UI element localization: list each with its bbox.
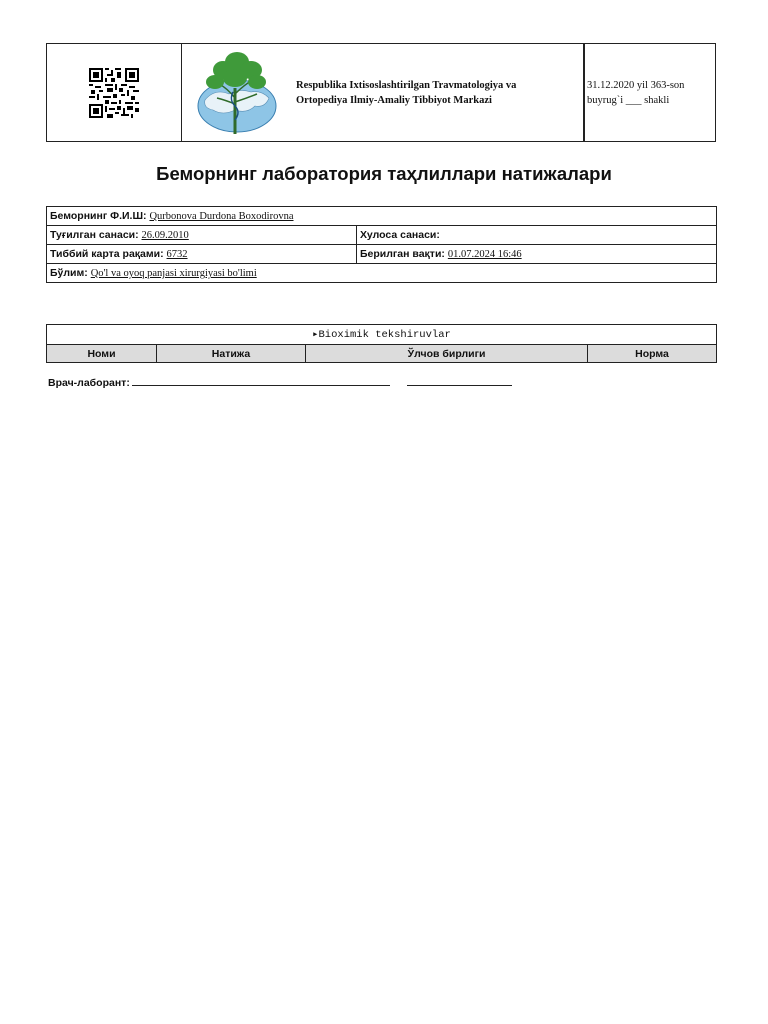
column-header-unit: Ўлчов бирлиги xyxy=(306,345,588,363)
lab-doctor-signature xyxy=(48,376,512,389)
organization-name xyxy=(292,44,584,141)
medical-card-value: 6732 xyxy=(166,249,188,260)
column-header-result: Натижа xyxy=(157,345,306,363)
birth-date-cell xyxy=(47,226,357,245)
document-title: Беморнинг лаборатория таҳлиллари натижалари xyxy=(156,163,612,184)
signature-sign-line xyxy=(407,376,512,386)
section-title[interactable]: ▸Bioximik tekshiruvlar xyxy=(47,325,717,345)
lab-results-table xyxy=(46,324,717,363)
organization-line-2: Ortopediya Ilmiy-Amaliy Tibbiyot Markazi xyxy=(296,94,492,106)
column-header-name: Номи xyxy=(47,345,157,363)
issued-time-cell xyxy=(357,245,717,264)
medical-card-label: Тиббий карта рақами: xyxy=(50,248,164,260)
signature-label: Врач-лаборант: xyxy=(48,377,130,389)
patient-name-value: Qurbonova Durdona Boxodirovna xyxy=(149,211,294,222)
department-cell xyxy=(47,264,717,283)
issued-time-value: 01.07.2024 16:46 xyxy=(447,249,522,260)
organization-line-1: Respublika Ixtisoslashtirilgan Travmatologiya va xyxy=(296,79,517,91)
patient-info-table xyxy=(46,206,717,283)
order-line-2: buyrug`i ___ shakli xyxy=(587,94,670,106)
logo-cell xyxy=(182,44,292,141)
department-row xyxy=(47,264,717,283)
birth-conclusion-row xyxy=(47,226,717,245)
document-header xyxy=(46,43,716,142)
department-label: Бўлим: xyxy=(50,267,88,279)
column-header-norm: Норма xyxy=(588,345,717,363)
signature-name-line xyxy=(132,376,390,386)
qr-code-cell xyxy=(47,44,182,141)
qr-code-icon xyxy=(89,68,139,118)
order-reference xyxy=(584,44,715,141)
issued-time-label: Берилган вақти: xyxy=(360,248,445,260)
birth-date-label: Туғилган санаси: xyxy=(50,229,139,241)
tree-map-logo-icon xyxy=(195,48,279,138)
conclusion-date-label: Хулоса санаси: xyxy=(360,229,440,241)
column-header-row xyxy=(47,345,717,363)
birth-date-value: 26.09.2010 xyxy=(141,230,189,241)
order-line-1: 31.12.2020 yil 363-son xyxy=(587,79,685,91)
patient-name-label: Беморнинг Ф.И.Ш: xyxy=(50,210,147,222)
section-title-row xyxy=(47,325,717,345)
medical-card-cell xyxy=(47,245,357,264)
patient-name-cell xyxy=(47,207,717,226)
department-value: Qo'l va oyoq panjasi xirurgiyasi bo'limi xyxy=(90,268,257,279)
conclusion-date-cell xyxy=(357,226,717,245)
card-issued-row xyxy=(47,245,717,264)
patient-name-row xyxy=(47,207,717,226)
